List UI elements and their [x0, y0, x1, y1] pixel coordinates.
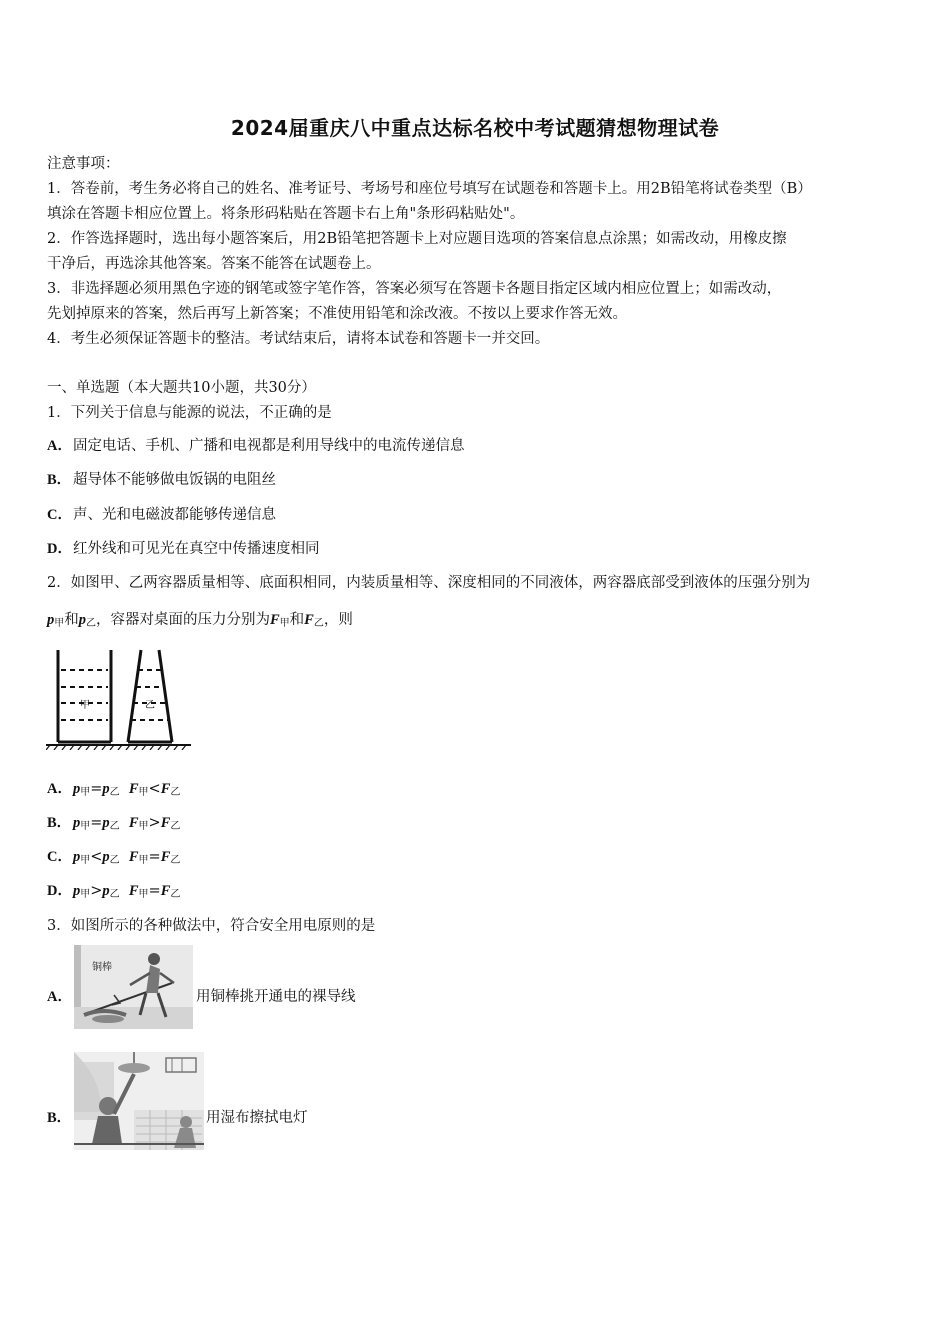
option-text: 红外线和可见光在真空中传播速度相同 — [73, 541, 320, 557]
q1-option-d[interactable] — [47, 537, 320, 558]
q1-option-b[interactable] — [47, 468, 276, 489]
sym-p: p — [47, 612, 55, 628]
notice-line-3: 2．作答选择题时，选出每小题答案后，用2B铅笔把答题卡上对应题目选项的答案信息点涂黑；如需改动，用橡皮擦 — [47, 231, 787, 247]
sym-f: F — [160, 849, 171, 865]
notice-line-5: 3．非选择题必须用黑色字迹的钢笔或签字笔作答，答案必须写在答题卡各题目指定区域内相应位置上；如需改动， — [47, 281, 782, 297]
sub-yi: 乙 — [170, 821, 181, 832]
sub-yi: 乙 — [170, 889, 181, 900]
sub-yi: 乙 — [109, 787, 120, 798]
sub-yi: 乙 — [170, 787, 181, 798]
option-label: D． — [47, 541, 72, 557]
sym-f: F — [160, 815, 171, 831]
sub-jia: 甲 — [80, 889, 91, 900]
option-text: 声、光和电磁波都能够传递信息 — [73, 507, 276, 523]
question-1-stem: 1．下列关于信息与能源的说法，不正确的是 — [47, 405, 332, 421]
q3-option-a-text: 用铜棒挑开通电的裸导线 — [196, 989, 356, 1005]
option-label: A． — [47, 989, 72, 1005]
sub-jia: 甲 — [138, 821, 149, 832]
question-3-stem: 3．如图所示的各种做法中，符合安全用电原则的是 — [47, 918, 376, 934]
text-and: 和 — [64, 612, 79, 628]
container-yi — [128, 650, 172, 742]
sub-yi: 乙 — [313, 618, 324, 629]
q2-option-b[interactable] — [47, 811, 180, 832]
question-2-stem-line2 — [47, 608, 353, 629]
sym-f: F — [304, 612, 314, 628]
sub-jia: 甲 — [54, 618, 65, 629]
containers-figure — [46, 645, 191, 750]
sub-yi: 乙 — [170, 855, 181, 866]
relation: > — [148, 815, 161, 831]
sub-jia: 甲 — [138, 855, 149, 866]
sub-jia: 甲 — [138, 787, 149, 798]
question-2-stem: 2．如图甲、乙两容器质量相等、底面积相同，内装质量相等、深度相同的不同液体，两容器底部受到液体的压强分别为 — [47, 575, 811, 591]
container-jia — [58, 650, 111, 742]
relation: = — [90, 815, 103, 831]
q3-option-b-text: 用湿布擦拭电灯 — [206, 1110, 308, 1126]
sub-jia: 甲 — [80, 855, 91, 866]
notice-heading: 注意事项： — [47, 156, 120, 172]
liquid-lines-jia — [61, 670, 108, 720]
sub-yi: 乙 — [109, 855, 120, 866]
option-label: C． — [47, 507, 72, 523]
sym-p: p — [73, 849, 81, 865]
option-label: C． — [47, 849, 72, 865]
option-label: B． — [47, 472, 72, 488]
sub-yi: 乙 — [109, 889, 120, 900]
text-end: ，则 — [323, 612, 353, 628]
relation: = — [90, 781, 103, 797]
option-label: B． — [47, 815, 72, 831]
sym-f: F — [160, 883, 171, 899]
notice-line-1: 1．答卷前，考生务必将自己的姓名、准考证号、考场号和座位号填写在试题卷和答题卡上。用2B铅笔将试卷类型（B） — [47, 181, 812, 197]
wet-cloth-illustration — [74, 1052, 204, 1150]
page-title: 2024届重庆八中重点达标名校中考试题猜想物理试卷 — [230, 116, 720, 140]
sym-p: p — [102, 849, 110, 865]
sub-yi: 乙 — [109, 821, 120, 832]
relation: > — [90, 883, 103, 899]
sym-f: F — [128, 781, 139, 797]
sym-p: p — [73, 883, 81, 899]
q1-option-c[interactable] — [47, 503, 276, 524]
sym-p: p — [102, 883, 110, 899]
option-label: D． — [47, 883, 72, 899]
sym-f: F — [128, 815, 139, 831]
copper-rod-illustration — [74, 945, 193, 1029]
q2-option-c[interactable] — [47, 845, 180, 866]
relation: = — [148, 849, 161, 865]
relation: < — [148, 781, 161, 797]
sub-yi: 乙 — [86, 618, 96, 629]
relation: = — [148, 883, 161, 899]
sym-f: F — [128, 883, 139, 899]
label-jia: 甲 — [80, 700, 90, 711]
text-mid: ，容器对桌面的压力分别为 — [96, 612, 270, 628]
svg-text:铜棒: 铜棒 — [92, 962, 112, 973]
q2-option-d[interactable] — [47, 879, 180, 900]
notice-line-7: 4．考生必须保证答题卡的整洁。考试结束后，请将本试卷和答题卡一并交回。 — [47, 331, 550, 347]
sub-jia: 甲 — [138, 889, 149, 900]
sym-f: F — [270, 612, 280, 628]
q2-option-a[interactable] — [47, 777, 180, 798]
sym-p: p — [78, 612, 86, 628]
q3-option-a-label[interactable] — [47, 985, 73, 1006]
section-heading: 一、单选题（本大题共10小题，共30分） — [47, 380, 316, 396]
option-label: A． — [47, 438, 72, 454]
sub-jia: 甲 — [279, 618, 290, 629]
option-text: 固定电话、手机、广播和电视都是利用导线中的电流传递信息 — [73, 438, 465, 454]
sym-f: F — [128, 849, 139, 865]
sym-p: p — [73, 781, 81, 797]
sym-p: p — [102, 781, 110, 797]
option-text: 超导体不能够做电饭锅的电阻丝 — [73, 472, 276, 488]
option-label: A． — [47, 781, 72, 797]
label-yi: 乙 — [145, 700, 155, 711]
sym-p: p — [73, 815, 81, 831]
q3-option-b-label[interactable] — [47, 1106, 73, 1127]
notice-line-4: 干净后，再选涂其他答案。答案不能答在试题卷上。 — [47, 256, 381, 272]
relation: < — [90, 849, 103, 865]
text-and: 和 — [289, 612, 305, 628]
q1-option-a[interactable] — [47, 434, 465, 455]
notice-line-6: 先划掉原来的答案，然后再写上新答案；不准使用铅笔和涂改液。不按以上要求作答无效。 — [47, 306, 627, 322]
option-label: B． — [47, 1110, 72, 1126]
sym-f: F — [160, 781, 171, 797]
sub-jia: 甲 — [80, 787, 91, 798]
notice-line-2: 填涂在答题卡相应位置上。将条形码粘贴在答题卡右上角"条形码粘贴处"。 — [47, 206, 525, 222]
sym-p: p — [102, 815, 110, 831]
sub-jia: 甲 — [80, 821, 91, 832]
